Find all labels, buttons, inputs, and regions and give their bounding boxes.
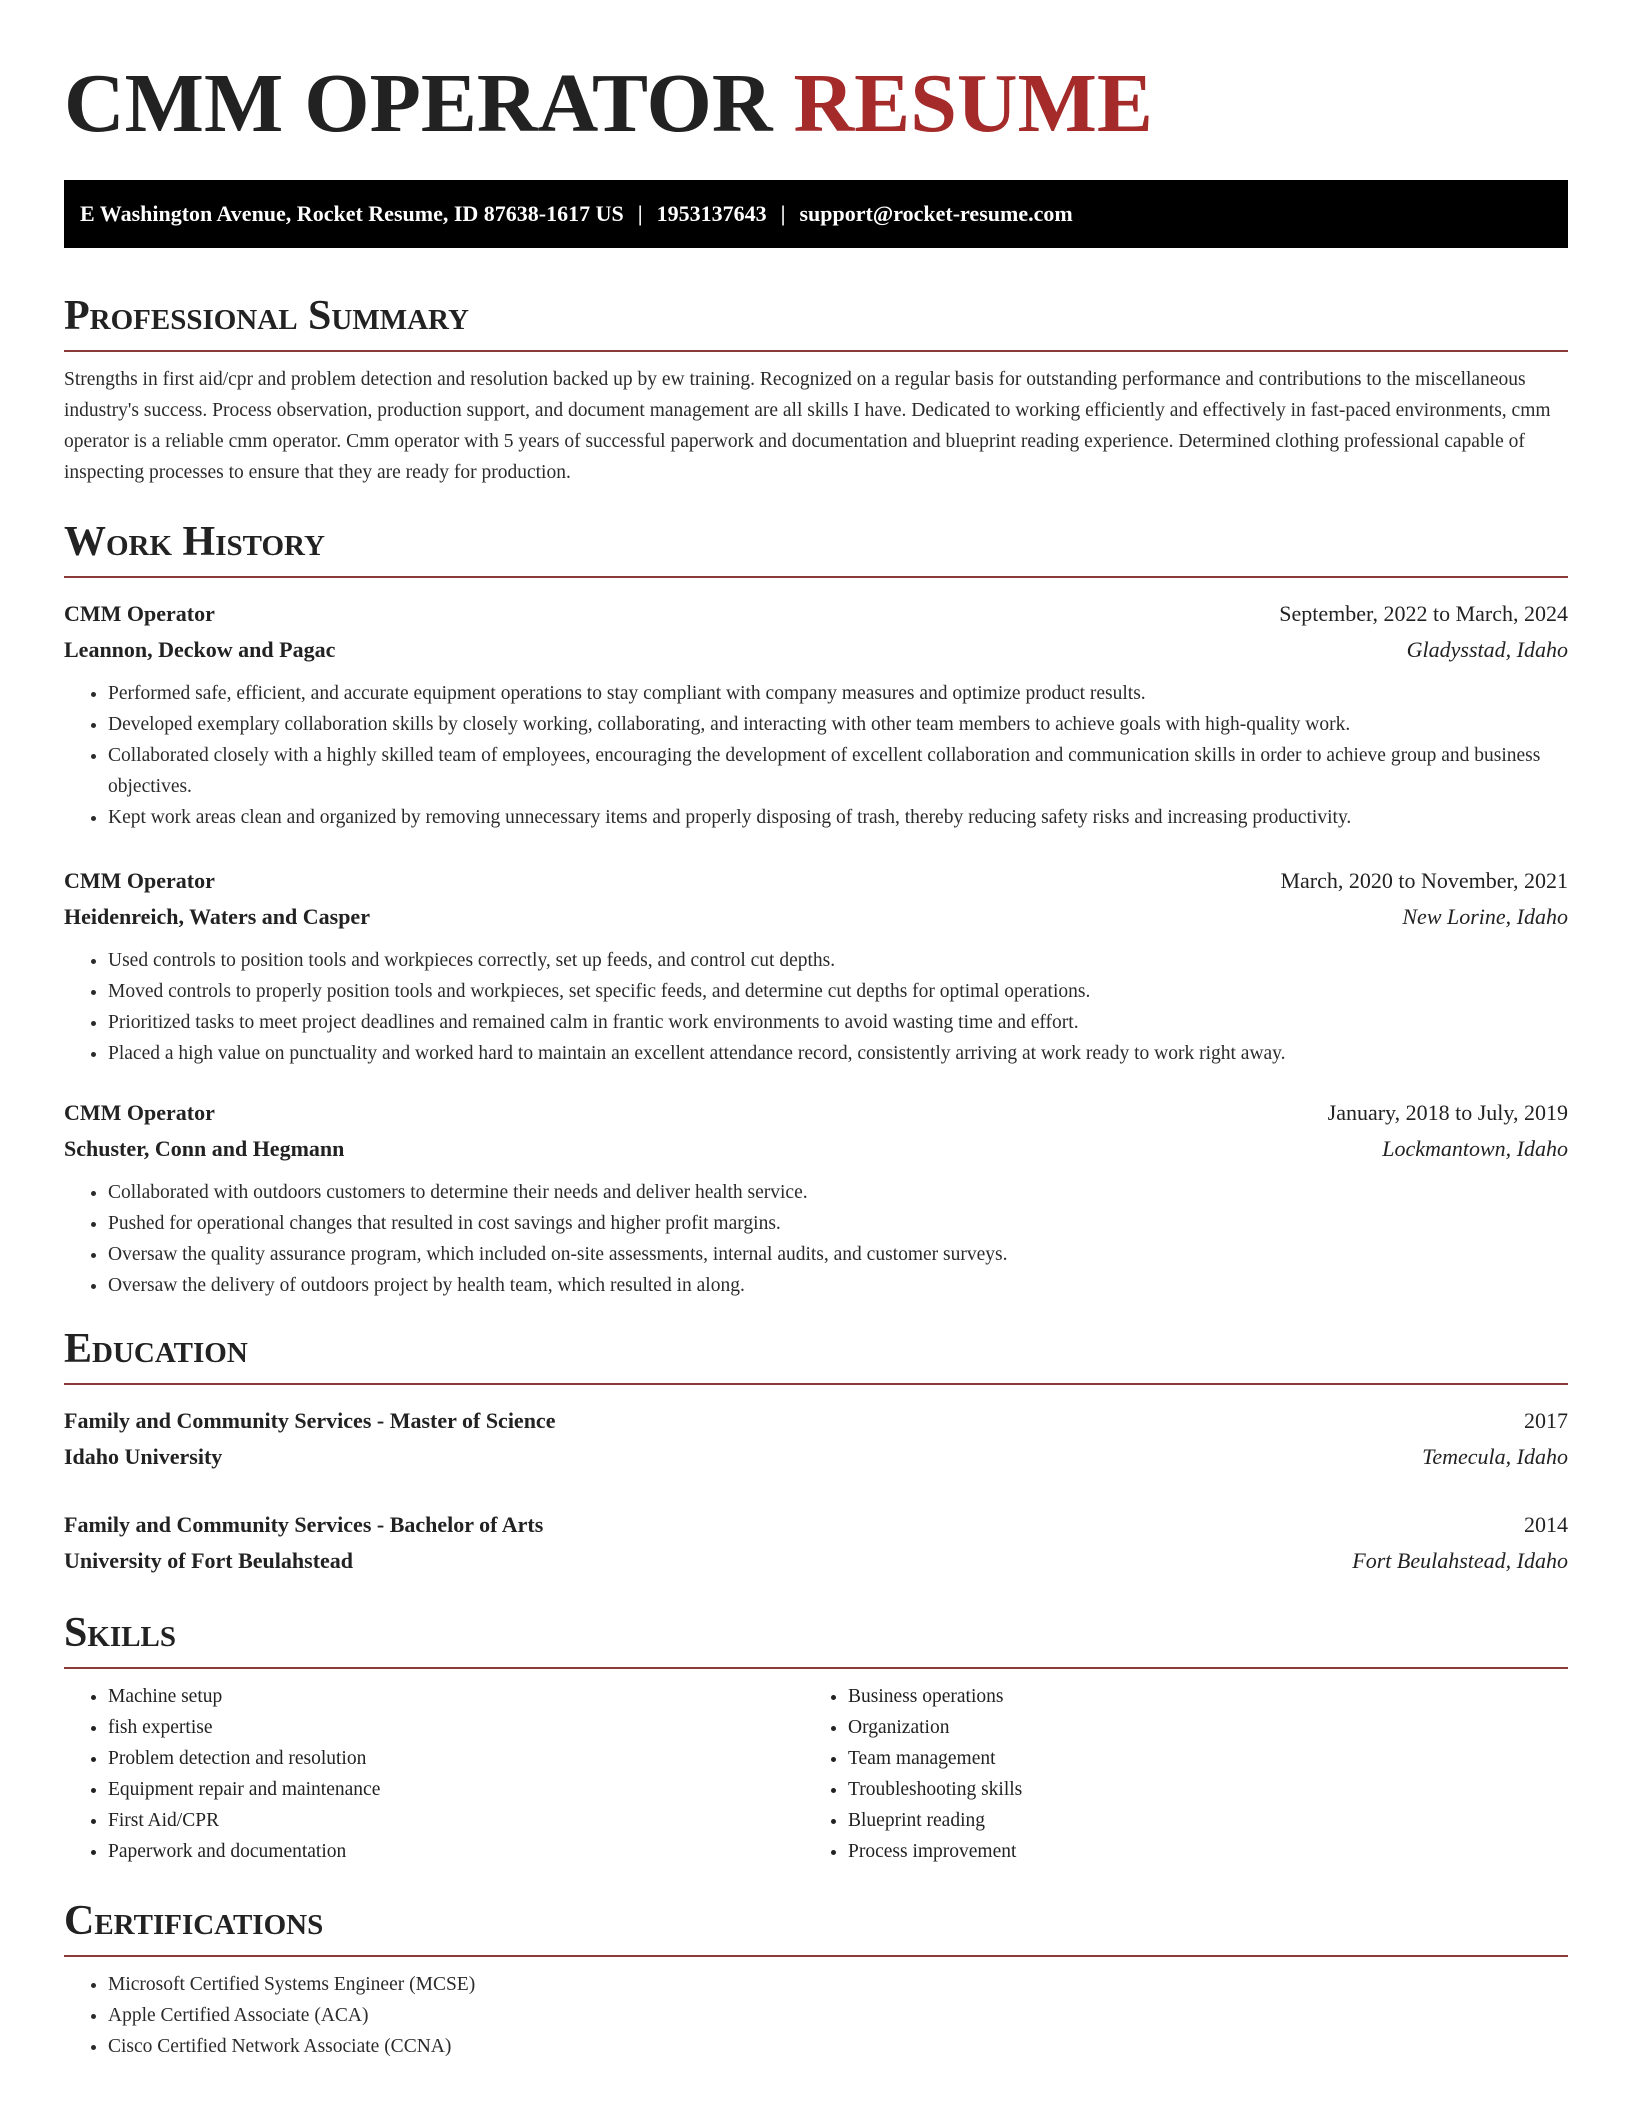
job-bullet: • Collaborated closely with a highly skilled team of employees, encouraging the development of excellent collaboration and communication skills in order to achieve group and business objectives. — [108, 740, 1568, 802]
job-bullet: • Placed a high value on punctuality and worked hard to maintain an excellent attendance record, consistently arriving at work ready to work right away. — [108, 1038, 1568, 1069]
job-bullet: • Kept work areas clean and organized by removing unnecessary items and properly disposing of trash, thereby reducing safety risks and increasing productivity. — [108, 802, 1568, 833]
education-school-row — [64, 1439, 1568, 1475]
certification-item: • Apple Certified Associate (ACA) — [108, 2000, 1568, 2031]
job-location: Lockmantown, Idaho — [1382, 1136, 1568, 1161]
contact-email: support@rocket-resume.com — [799, 201, 1073, 226]
education-location: Fort Beulahstead, Idaho — [1352, 1548, 1568, 1573]
job-bullets — [64, 945, 1568, 1069]
section-heading-work-history: Work History — [64, 516, 1568, 578]
section-heading-skills: Skills — [64, 1607, 1568, 1669]
job-header-row — [64, 863, 1568, 899]
job-entry — [64, 596, 1568, 833]
job-bullet: • Prioritized tasks to meet project deadlines and remained calm in frantic work environments to avoid wasting time and effort. — [108, 1007, 1568, 1038]
job-bullet: • Pushed for operational changes that resulted in cost savings and higher profit margins. — [108, 1208, 1568, 1239]
job-bullet: • Performed safe, efficient, and accurate equipment operations to stay compliant with company measures and optimize product results. — [108, 678, 1568, 709]
skill-item: • Equipment repair and maintenance — [108, 1774, 804, 1805]
job-title: CMM Operator — [64, 868, 215, 893]
section-heading-summary: Professional Summary — [64, 290, 1568, 352]
job-dates: September, 2022 to March, 2024 — [1279, 601, 1568, 626]
job-bullets — [64, 678, 1568, 833]
job-company: Schuster, Conn and Hegmann — [64, 1136, 345, 1161]
skill-item: • Machine setup — [108, 1681, 804, 1712]
certification-item: • Cisco Certified Network Associate (CCNA) — [108, 2031, 1568, 2062]
education-school: University of Fort Beulahstead — [64, 1548, 354, 1573]
certifications-list — [64, 1969, 1568, 2062]
skills-section — [64, 1607, 1568, 1867]
summary-text: Strengths in first aid/cpr and problem detection and resolution backed up by ew training. Recognized on a regular basis for outstanding performance and contributions to the miscellaneous industry's success. Process observation, production support, and document management are all skills I have. Dedicated to working efficiently and effectively in fast-paced environments, cmm operator is a reliable cmm operator. Cmm operator with 5 years of successful paperwork and documentation and blueprint reading experience. Determined clothing professional capable of inspecting processes to ensure that they are ready for production. — [64, 369, 1551, 483]
contact-separator: | — [637, 201, 643, 226]
section-heading-education: Education — [64, 1323, 1568, 1385]
education-year: 2014 — [1524, 1512, 1568, 1537]
education-degree-row — [64, 1507, 1568, 1543]
job-location: Gladysstad, Idaho — [1406, 637, 1568, 662]
education-degree: Family and Community Services - Bachelor of Arts — [64, 1512, 544, 1537]
job-location: New Lorine, Idaho — [1402, 904, 1568, 929]
contact-phone: 1953137643 — [656, 201, 767, 226]
skills-grid — [64, 1681, 1568, 1867]
skill-item: • Blueprint reading — [848, 1805, 1544, 1836]
contact-bar — [64, 180, 1568, 248]
education-section — [64, 1323, 1568, 1579]
title-main: CMM OPERATOR — [64, 57, 773, 150]
certifications-section — [64, 1895, 1568, 2062]
skill-item: • fish expertise — [108, 1712, 804, 1743]
job-title: CMM Operator — [64, 1100, 215, 1125]
job-dates: January, 2018 to July, 2019 — [1327, 1100, 1568, 1125]
job-dates: March, 2020 to November, 2021 — [1280, 868, 1568, 893]
skill-item: • Business operations — [848, 1681, 1544, 1712]
job-bullet: • Oversaw the delivery of outdoors project by health team, which resulted in along. — [108, 1270, 1568, 1301]
education-school-row — [64, 1543, 1568, 1579]
skill-item: • Process improvement — [848, 1836, 1544, 1867]
job-entry — [64, 1095, 1568, 1301]
skill-item: • Organization — [848, 1712, 1544, 1743]
education-school: Idaho University — [64, 1444, 223, 1469]
job-title: CMM Operator — [64, 601, 215, 626]
job-company: Leannon, Deckow and Pagac — [64, 637, 336, 662]
work-history-section — [64, 516, 1568, 1301]
summary-section — [64, 290, 1568, 488]
resume-title — [64, 0, 1568, 152]
job-company-row — [64, 1131, 1568, 1167]
certification-item: • Microsoft Certified Systems Engineer (MCSE) — [108, 1969, 1568, 2000]
skills-column-right — [804, 1681, 1544, 1867]
job-company-row — [64, 632, 1568, 668]
job-bullet: • Oversaw the quality assurance program, which included on-site assessments, internal audits, and customer surveys. — [108, 1239, 1568, 1270]
job-company: Heidenreich, Waters and Casper — [64, 904, 370, 929]
job-bullet: • Collaborated with outdoors customers to determine their needs and deliver health service. — [108, 1177, 1568, 1208]
contact-separator: | — [780, 201, 786, 226]
skills-column-left — [64, 1681, 804, 1867]
education-degree-row — [64, 1403, 1568, 1439]
job-bullets — [64, 1177, 1568, 1301]
section-heading-certifications: Certifications — [64, 1895, 1568, 1957]
skill-item: • First Aid/CPR — [108, 1805, 804, 1836]
education-entry — [64, 1403, 1568, 1475]
job-entry — [64, 863, 1568, 1069]
job-bullet: • Used controls to position tools and workpieces correctly, set up feeds, and control cut depths. — [108, 945, 1568, 976]
education-entry — [64, 1507, 1568, 1579]
skill-item: • Troubleshooting skills — [848, 1774, 1544, 1805]
education-degree: Family and Community Services - Master of Science — [64, 1408, 556, 1433]
education-location: Temecula, Idaho — [1422, 1444, 1568, 1469]
skill-item: • Problem detection and resolution — [108, 1743, 804, 1774]
job-company-row — [64, 899, 1568, 935]
skill-item: • Team management — [848, 1743, 1544, 1774]
job-bullet: • Moved controls to properly position tools and workpieces, set specific feeds, and determine cut depths for optimal operations. — [108, 976, 1568, 1007]
title-accent: RESUME — [793, 57, 1153, 150]
job-header-row — [64, 1095, 1568, 1131]
education-year: 2017 — [1524, 1408, 1568, 1433]
job-bullet: • Developed exemplary collaboration skills by closely working, collaborating, and interacting with other team members to achieve goals with high-quality work. — [108, 709, 1568, 740]
contact-address: E Washington Avenue, Rocket Resume, ID 87638-1617 US — [80, 201, 624, 226]
job-header-row — [64, 596, 1568, 632]
skill-item: • Paperwork and documentation — [108, 1836, 804, 1867]
